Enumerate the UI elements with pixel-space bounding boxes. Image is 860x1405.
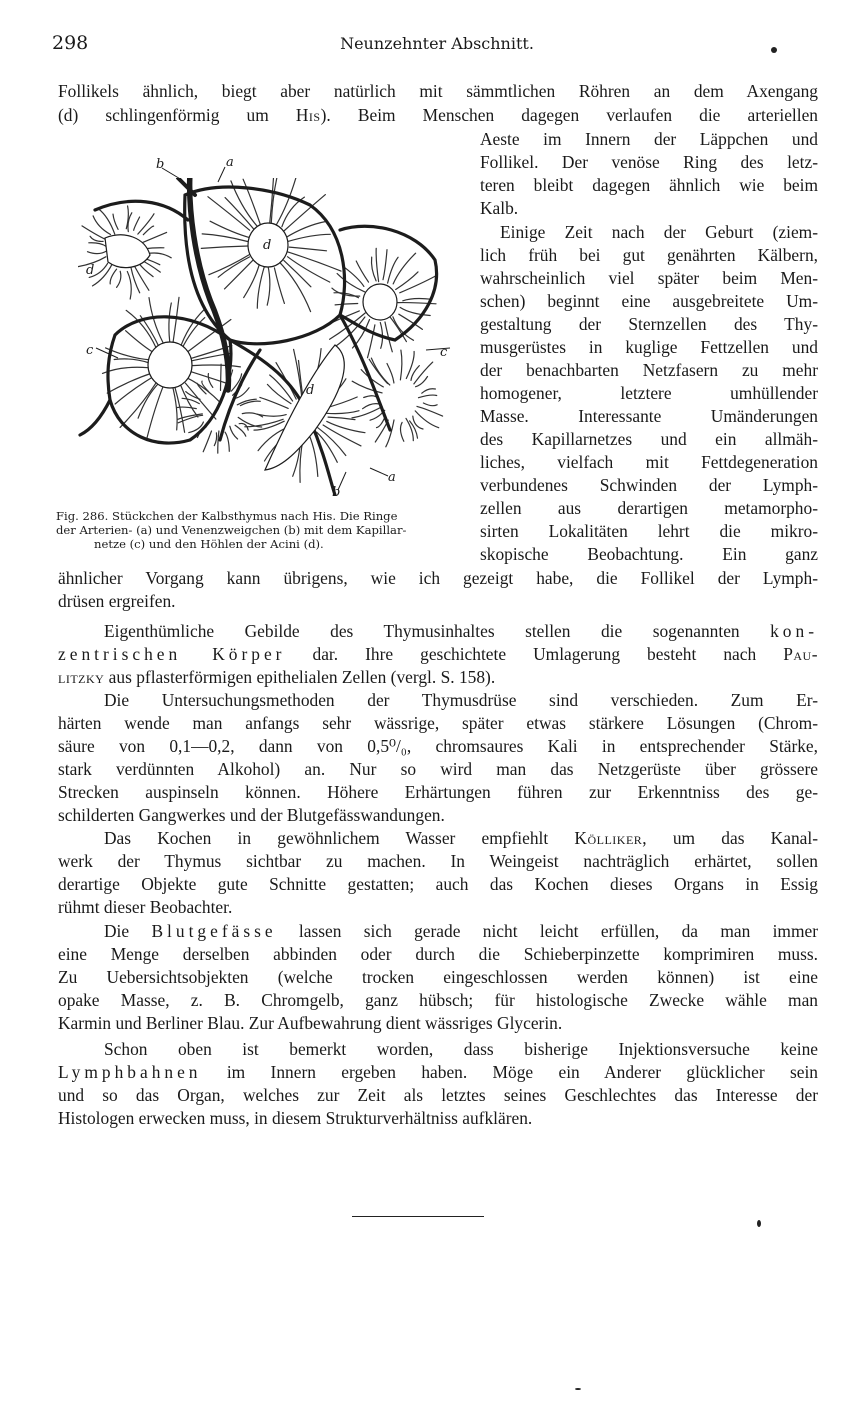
capillary-stroke — [209, 253, 252, 275]
text-line: werk der Thymus sichtbar zu machen. In Weingeist nachträglich erhärtet, sollen — [58, 851, 818, 871]
text-line: härten wende man anfangs sehr wässrige, später etwas stärkere Lösungen (Chrom- — [58, 713, 818, 733]
print-speck — [771, 47, 777, 53]
capillary-stroke — [88, 251, 108, 254]
text-line: eine Menge derselben abbinden oder durch die Schieberpinzette komprimiren muss. — [58, 944, 818, 964]
label-d-bottom: d — [306, 383, 315, 398]
text-line: Zu Uebersichtsobjekten (welche trocken eingeschlossen werden können) ist eine — [58, 967, 818, 987]
capillary-stroke — [257, 266, 264, 308]
capillary-stroke — [142, 232, 166, 242]
capillary-stroke — [422, 389, 436, 393]
text-line: Kalb. — [480, 198, 519, 218]
text-line: Die Blutgefässe lassen sich gerade nicht leicht erfüllen, da man immer — [104, 921, 818, 941]
capillary-stroke — [203, 431, 211, 452]
capillary-stroke — [188, 378, 221, 402]
capillary-stroke — [323, 425, 361, 446]
capillary-stroke — [335, 304, 358, 305]
footer-rule — [352, 1216, 484, 1217]
text-line: Masse. Interessante Umänderungen — [480, 406, 818, 426]
capillary-stroke — [117, 271, 121, 287]
text-line: musgerüstes in kuglige Fettzellen und — [480, 337, 818, 357]
text-line: Histologen erwecken muss, in diesem Strukturverhältniss aufklären. — [58, 1108, 533, 1128]
capillary-stroke — [173, 297, 179, 345]
capillary-stroke — [284, 260, 311, 286]
text-line: verbundenes Schwinden der Lymph- — [480, 475, 818, 495]
text-line: zellen aus derartigen metamorpho- — [480, 498, 818, 518]
capillary-stroke — [147, 253, 171, 258]
label-a-top: a — [226, 155, 234, 170]
text-line: gestaltung der Sternzellen des Thy- — [480, 314, 818, 334]
capillary-stroke — [138, 214, 154, 234]
capillary-stroke — [89, 243, 106, 246]
text-line: Strecken auspinseln können. Höhere Erhärtungen führen zur Erkenntniss des ge- — [58, 782, 818, 802]
capillary-stroke — [400, 422, 403, 441]
text-line: der benachbarten Netzfasern zu mehr — [480, 360, 818, 380]
text-line: skopische Beobachtung. Ein ganz — [480, 544, 818, 564]
capillary-stroke — [113, 214, 118, 229]
label-d-top: d — [263, 238, 272, 253]
acinus-cavity — [105, 235, 150, 268]
text-line: liches, vielfach mit Fettdegeneration — [480, 452, 818, 472]
running-title: Neunzehnter Abschnitt. — [340, 34, 534, 53]
print-speck — [757, 1220, 761, 1227]
text-line: Lymphbahnen im Innern ergeben haben. Möge ein Anderer glücklicher sein — [58, 1062, 818, 1082]
print-speck — [575, 1388, 581, 1390]
capillary-stroke — [416, 377, 428, 387]
capillary-stroke — [287, 234, 330, 241]
capillary-stroke — [414, 362, 433, 384]
capillary-stroke — [371, 257, 376, 281]
capillary-stroke — [274, 268, 284, 304]
capillary-stroke — [419, 395, 437, 398]
capillary-stroke — [218, 431, 219, 453]
figure-caption-line: netze (c) und den Höhlen der Acini (d). — [94, 537, 324, 551]
capillary-stroke — [138, 382, 160, 418]
capillary-stroke — [169, 303, 171, 347]
capillary-stroke — [180, 310, 204, 349]
capillary-stroke — [230, 426, 238, 439]
text-line: Aeste im Innern der Läppchen und — [480, 129, 818, 149]
capillary-stroke — [127, 272, 131, 300]
capillary-stroke — [363, 404, 382, 409]
thymus-figure — [70, 150, 460, 500]
capillary-stroke — [237, 399, 256, 405]
running-header — [52, 32, 822, 54]
capillary-stroke — [267, 265, 270, 306]
text-line: lich früh bei gut genährten Kälbern, — [480, 245, 818, 265]
capillary-stroke — [225, 260, 254, 289]
text-line: Einige Zeit nach der Geburt (ziem- — [500, 222, 818, 242]
capillary-stroke — [110, 269, 116, 284]
capillary-stroke — [242, 413, 262, 417]
text-line: drüsen ergreifen. — [58, 591, 176, 611]
text-line: teren bleibt dagegen ähnlich wie beim — [480, 175, 818, 195]
capillary-stroke — [244, 263, 260, 297]
capillary-stroke — [393, 253, 415, 284]
capillary-stroke — [403, 298, 432, 300]
text-line: Das Kochen in gewöhnlichem Wasser empfiehlt Kölliker, um das Kanal- — [104, 828, 818, 848]
capillary-stroke — [99, 209, 115, 234]
text-line: schen) beginnt eine ausgebreitete Um- — [480, 291, 818, 311]
capillary-stroke — [149, 298, 163, 343]
text-line: Follikel. Der venöse Ring des letz- — [480, 152, 818, 172]
capillary-stroke — [182, 398, 199, 403]
text-line: ähnlicher Vorgang kann übrigens, wie ich gezeigt habe, die Follikel der Lymph- — [58, 568, 818, 588]
capillary-stroke — [192, 365, 240, 367]
capillary-stroke — [245, 419, 283, 427]
capillary-stroke — [134, 217, 140, 230]
text-line: des Kapillarnetzes und ein allmäh- — [480, 429, 818, 449]
acinus-cavity — [363, 284, 397, 320]
text-line: (d) schlingenförmig um His). Beim Menschen dagegen verlaufen die arteriellen — [58, 105, 818, 125]
capillary-stroke — [400, 350, 401, 380]
capillary-stroke — [388, 257, 399, 283]
figure-caption-line: der Arterien- (a) und Venenzweigchen (b) mit dem Kapillar- — [56, 523, 407, 537]
capillary-stroke — [208, 374, 213, 388]
capillary-stroke — [107, 373, 152, 393]
label-d-left: d — [86, 263, 95, 278]
capillary-stroke — [180, 384, 198, 417]
capillary-stroke — [221, 364, 222, 390]
capillary-stroke — [131, 268, 140, 293]
acinus-cavity — [148, 342, 192, 388]
text-line: schilderten Gangwerkes und der Blutgefässwandungen. — [58, 805, 445, 825]
text-line: Follikels ähnlich, biegt aber natürlich mit sämmtlichen Röhren an dem Axengang — [58, 81, 818, 101]
capillary-stroke — [225, 432, 229, 451]
text-line: säure von 0,1—0,2, dann von 0,5⁰/₀, chromsaures Kali in entsprechender Stärke, — [58, 736, 818, 756]
capillary-stroke — [400, 276, 436, 293]
capillary-stroke — [278, 260, 311, 311]
capillary-stroke — [423, 403, 437, 406]
page-number: 298 — [52, 32, 89, 54]
label-b-bottom: b — [332, 485, 341, 500]
figure-caption-line: Fig. 286. Stückchen der Kalbsthymus nach His. Die Ringe — [56, 509, 398, 523]
capillary-stroke — [326, 411, 359, 414]
label-a-bottom: a — [388, 470, 396, 485]
capillary-stroke — [235, 425, 246, 436]
text-line: Karmin und Berliner Blau. Zur Aufbewahrung dient wässriges Glycerin. — [58, 1013, 563, 1033]
capillary-stroke — [126, 331, 155, 354]
label-b-top: b — [156, 157, 165, 172]
text-line: Eigenthümliche Gebilde des Thymusinhaltes stellen die sogenannten kon- — [104, 621, 818, 641]
capillary-stroke — [387, 364, 394, 384]
capillary-stroke — [417, 406, 443, 416]
text-line: derartige Objekte gute Schnitte gestatten; auch das Kochen dieses Organs in Essig — [58, 874, 818, 894]
text-line: homogener, letztere umhüllender — [480, 383, 818, 403]
text-line: litzky aus pflasterförmigen epithelialen Zellen (vergl. S. 158). — [58, 667, 496, 687]
capillary-stroke — [289, 247, 326, 251]
text-line: opake Masse, z. B. Chromgelb, ganz hübsch; für histologische Zwecke wähle man — [58, 990, 818, 1010]
capillary-stroke — [214, 433, 216, 446]
text-line: Die Untersuchungsmethoden der Thymusdrüse sind verschieden. Zum Er- — [104, 690, 818, 710]
text-line: Schon oben ist bemerkt worden, dass bisherige Injektionsversuche keine — [104, 1039, 818, 1059]
capillary-stroke — [201, 246, 248, 248]
text-line: zentrischen Körper dar. Ihre geschichtete Umlagerung besteht nach Pau- — [58, 644, 818, 664]
text-line: wahrscheinlich viel später beim Men- — [480, 268, 818, 288]
text-line: rühmt dieser Beobachter. — [58, 897, 233, 917]
label-c-right: c — [440, 345, 448, 360]
text-line: und so das Organ, welches zur Zeit als letztes seines Geschlechtes das Interesse der — [58, 1085, 818, 1105]
capillary-stroke — [383, 250, 387, 280]
text-line: stark verdünnten Alkohol) an. Nur so wird man das Netzgerüste über grössere — [58, 759, 818, 779]
capillary-stroke — [376, 248, 378, 281]
capillary-stroke — [309, 435, 318, 476]
capillary-stroke — [218, 257, 249, 277]
capillary-stroke — [143, 226, 153, 235]
capillary-stroke — [377, 418, 385, 427]
text-line: sirten Lokalitäten lehrt die mikro- — [480, 521, 818, 541]
capillary-stroke — [328, 417, 355, 420]
label-c-left: c — [86, 343, 94, 358]
